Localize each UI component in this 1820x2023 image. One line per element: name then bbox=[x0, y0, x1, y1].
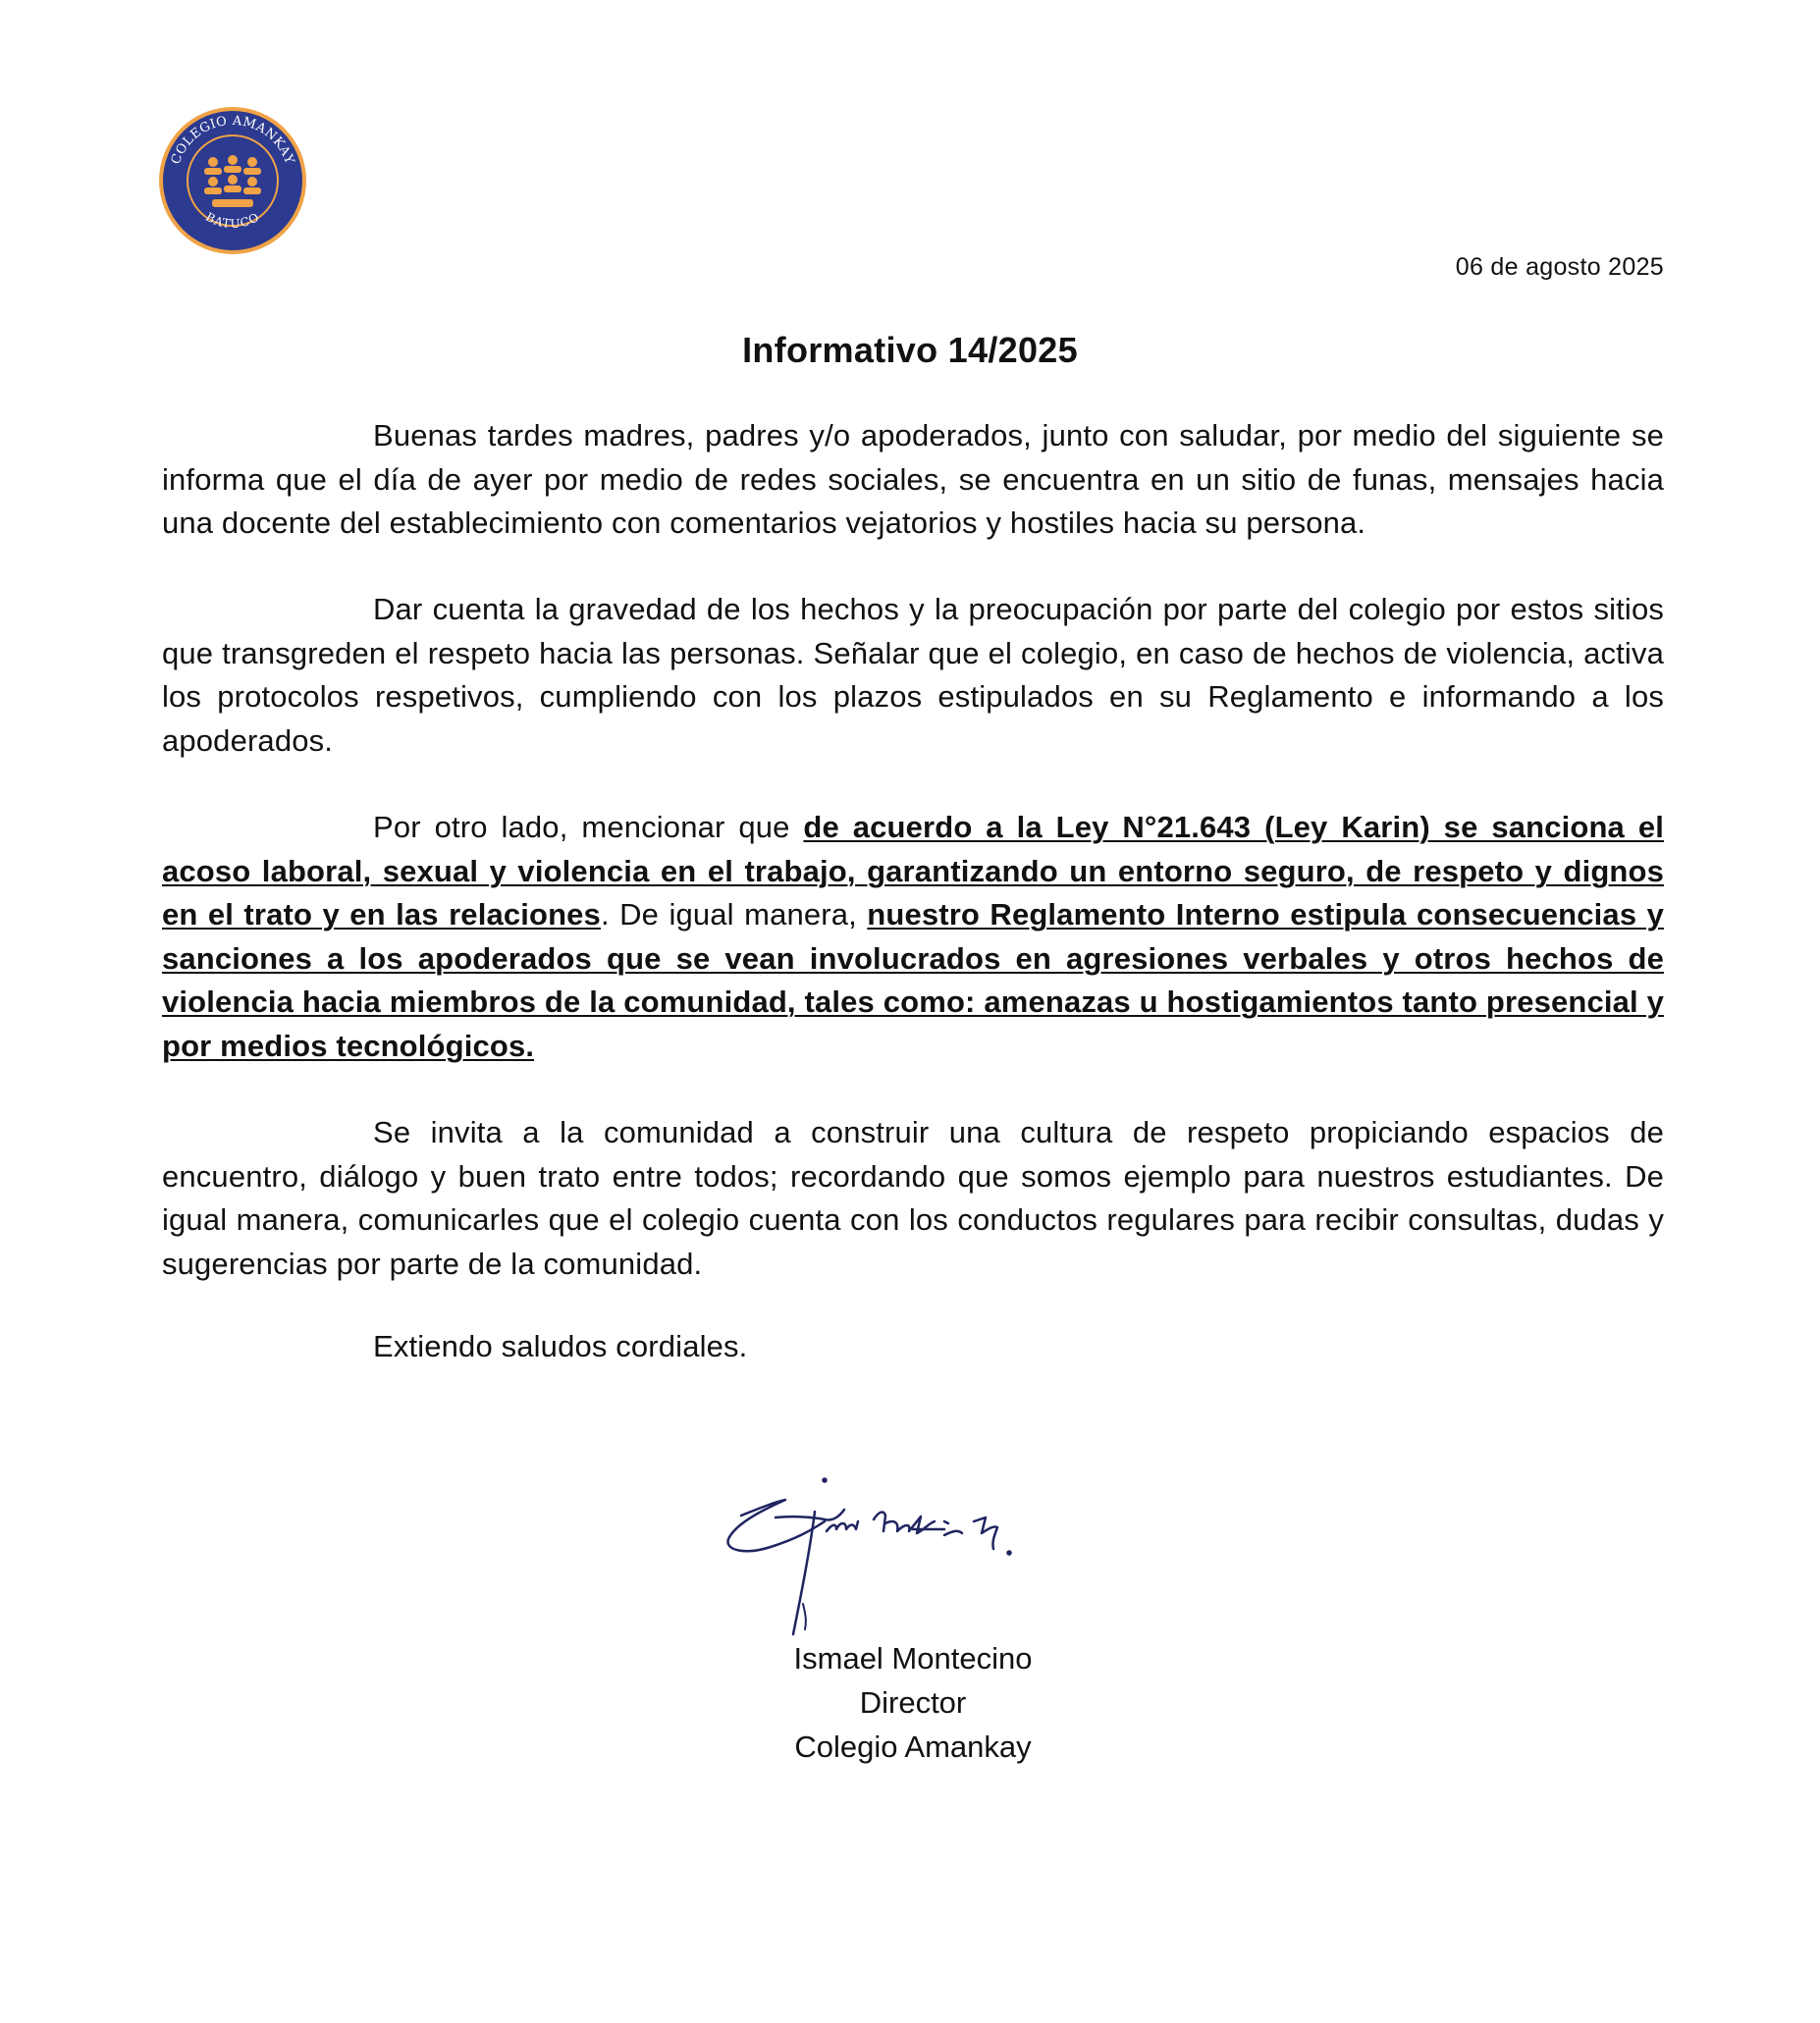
paragraph-ley-karin-intro: Por otro lado, mencionar que bbox=[373, 810, 804, 844]
signer-organization: Colegio Amankay bbox=[794, 1730, 1032, 1764]
logo-text-bottom: BATUCO bbox=[203, 209, 262, 232]
signer-role: Director bbox=[859, 1685, 967, 1720]
paragraph-ley-karin bbox=[162, 806, 1664, 1068]
school-logo bbox=[157, 105, 308, 256]
paragraph-severity: Dar cuenta la gravedad de los hechos y la preocupación por parte del colegio por estos sitios que transgreden el respeto hacia las personas. Señalar que el colegio, en caso de hechos de violencia, activa los protocolos respetivos, cumpliendo con los plazos estipulados en su Reglamento e informando a los apoderados. bbox=[162, 592, 1664, 758]
logo-text-top: COLEGIO AMANKAY bbox=[168, 113, 297, 167]
paragraph-ley-karin-connector: . De igual manera, bbox=[600, 897, 868, 932]
document-title: Informativo 14/2025 bbox=[742, 330, 1078, 370]
signature-block bbox=[776, 1636, 1050, 1769]
paragraph-invitation: Se invita a la comunidad a construir una cultura de respeto propiciando espacios de encuentro, diálogo y buen trato entre todos; recordando que somos ejemplo para nuestros estudiantes. De igual manera, comunicarles que el colegio cuenta con los conductos regulares para recibir consultas, dudas y sugerencias por parte de la comunidad. bbox=[162, 1115, 1664, 1281]
signer-name: Ismael Montecino bbox=[793, 1641, 1033, 1676]
document-date: 06 de agosto 2025 bbox=[1455, 253, 1664, 281]
paragraph-greeting: Buenas tardes madres, padres y/o apoderados, junto con saludar, por medio del siguiente se informa que el día de ayer por medio de redes sociales, se encuentra en un sitio de funas, mensajes hacia una docente del establecimiento con comentarios vejatorios y hostiles hacia su persona. bbox=[162, 418, 1664, 540]
closing-greeting: Extiendo saludos cordiales. bbox=[373, 1329, 748, 1363]
reglamento-emphasis: nuestro Reglamento Interno estipula consecuencias y sanciones a los apoderados que se vean involucrados en agresiones verbales y otros hechos de violencia hacia miembros de la comunidad, tales como: amenazas u hostigamientos tanto presencial y por medios tecnológicos. bbox=[162, 897, 1664, 1063]
ley-karin-emphasis: de acuerdo a la Ley N°21.643 (Ley Karin) se sanciona el acoso laboral, sexual y violencia en el trabajo, garantizando un entorno seguro, de respeto y dignos en el trato y en las relaciones bbox=[162, 810, 1664, 932]
